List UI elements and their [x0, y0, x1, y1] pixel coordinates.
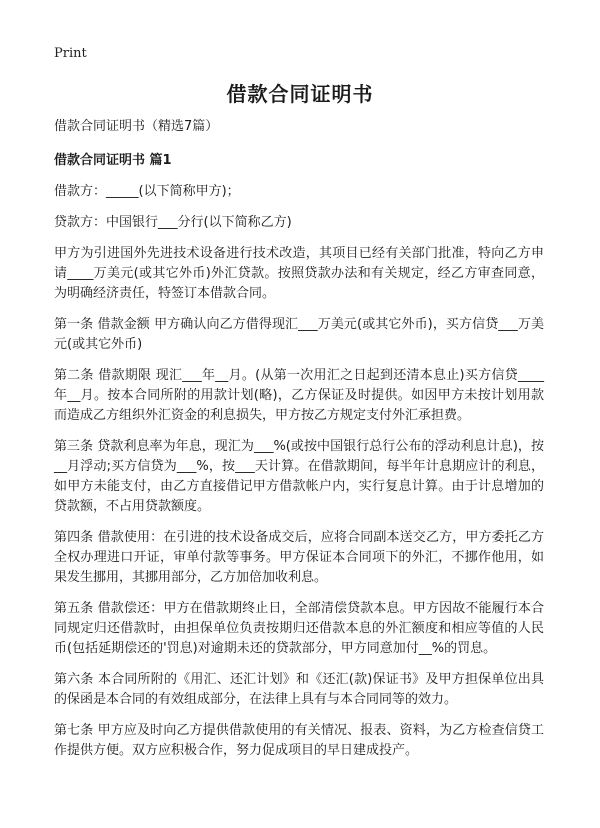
document-subtitle: 借款合同证明书（精选7篇） [54, 119, 219, 134]
section-heading: 借款合同证明书 篇1 [54, 153, 172, 168]
preamble-paragraph: 甲方为引进国外先进技术设备进行技术改造，其项目已经有关部门批准，特向乙方申请____万美元(或其它外币)外汇贷款。按照贷款办法和有关规定，经乙方审查同意，为明确经济责任，特签订本借款合同。 [54, 246, 544, 301]
article-2-paragraph: 第二条 借款期限 现汇___年__月。(从第一次用汇之日起到还清本息止)买方信贷____年__月。按本合同所附的用款计划(略)，乙方保证及时提供。如因甲方未按计划用款而造成乙方组织外汇资金的利息损失，甲方按乙方规定支付外汇承担费。 [54, 368, 544, 423]
lender-line: 贷款方：中国银行___分行(以下简称乙方) [54, 215, 292, 230]
print-link[interactable]: Print [54, 46, 87, 61]
article-7-paragraph: 第七条 甲方应及时向乙方提供借款使用的有关情况、报表、资料，为乙方检查信贷工作提供方便。双方应积极合作，努力促成项目的早日建成投产。 [54, 723, 544, 758]
document-body [54, 116, 544, 772]
article-4-paragraph: 第四条 借款使用：在引进的技术设备成交后，应将合同副本送交乙方，甲方委托乙方全权办理进口开证，审单付款等事务。甲方保证本合同项下的外汇，不挪作他用，如果发生挪用，其挪用部分，乙方加倍加收利息。 [54, 530, 544, 585]
borrower-line: 借款方：_____(以下简称甲方)； [54, 184, 240, 199]
article-6-paragraph: 第六条 本合同所附的《用汇、还汇计划》和《还汇(款)保证书》及甲方担保单位出具的保函是本合同的有效组成部分，在法律上具有与本合同同等的效力。 [54, 672, 544, 707]
document-title: 借款合同证明书 [226, 82, 374, 106]
article-1-paragraph: 第一条 借款金额 甲方确认向乙方借得现汇___万美元(或其它外币)，买方信贷___万美元(或其它外币) [54, 317, 544, 352]
article-3-paragraph: 第三条 贷款利息率为年息，现汇为___%(或按中国银行总行公布的浮动利息计息)，按__月浮动;买方信贷为___%，按___天计算。在借款期间，每半年计息期应计的利息，如甲方未能支付，由乙方直接借记甲方借款帐户内，实行复息计算。由于计息增加的贷款额，不占用贷款额度。 [54, 439, 544, 514]
article-5-paragraph: 第五条 借款偿还：甲方在借款期终止日，全部清偿贷款本息。甲方因故不能履行本合同规定归还借款时，由担保单位负责按期归还借款本息的外汇额度和相应等值的人民币(包括延期偿还的'罚息)对逾期未还的贷款部分，甲方同意加付__%的罚息。 [54, 601, 544, 656]
